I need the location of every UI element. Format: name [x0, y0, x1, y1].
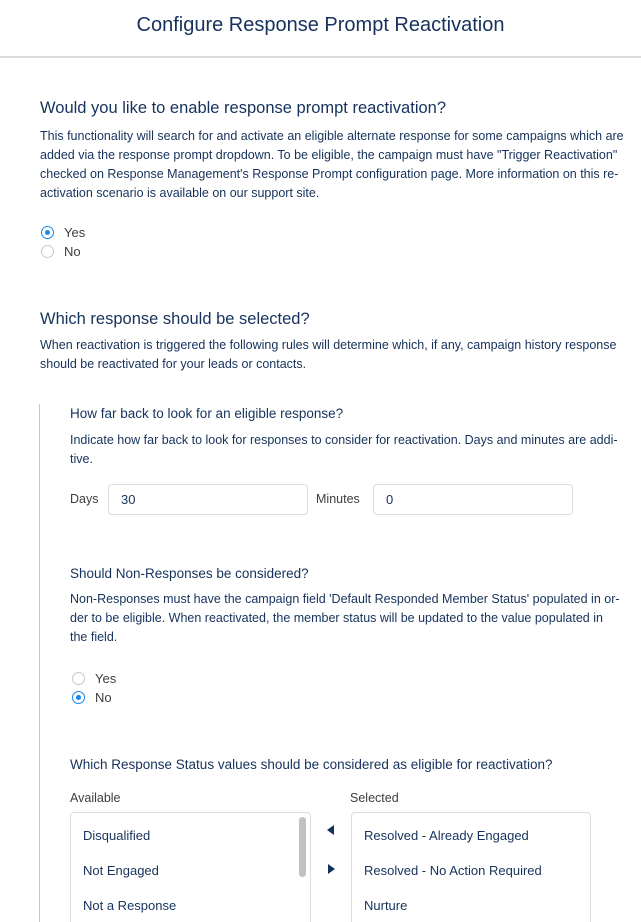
description-line: should be reactivated for your leads or contacts. — [40, 357, 307, 371]
lookback-heading: How far back to look for an eligible response? — [70, 406, 344, 421]
description-line: Non-Responses must have the campaign field 'Default Responded Member Status' populated in or- — [70, 592, 620, 606]
description-line: activation scenario is available on our support site. — [40, 186, 320, 200]
enable-description — [40, 127, 630, 203]
lookback-description — [70, 431, 625, 469]
status-values-heading: Which Response Status values should be considered as eligible for reactivation? — [70, 757, 553, 772]
enable-yes-label: Yes — [64, 224, 86, 240]
status-values-section — [70, 756, 625, 774]
page-title: Configure Response Prompt Reactivation — [136, 14, 505, 36]
move-right-icon[interactable] — [324, 862, 338, 876]
description-line: the field. — [70, 630, 118, 644]
non-responses-yes-option[interactable] — [72, 669, 116, 687]
description-line: checked on Response Management's Response Prompt configuration page. More information on this re- — [40, 167, 619, 181]
enable-heading: Would you like to enable response prompt reactivation? — [40, 99, 447, 117]
description-line: When reactivation is triggered the following rules will determine which, if any, campaign history response — [40, 338, 617, 352]
non-responses-yes-radio[interactable] — [72, 672, 85, 685]
available-option[interactable]: Not Engaged — [83, 863, 159, 878]
selection-heading: Which response should be selected? — [40, 310, 310, 328]
available-scrollbar[interactable] — [298, 815, 308, 922]
enable-section — [40, 98, 630, 118]
enable-no-radio[interactable] — [41, 245, 54, 258]
days-label: Days — [70, 492, 99, 506]
description-line: Indicate how far back to look for responses to consider for reactivation. Days and minutes are addi- — [70, 433, 618, 447]
non-responses-description — [70, 590, 625, 647]
non-responses-no-option[interactable] — [72, 688, 112, 706]
description-line: tive. — [70, 452, 93, 466]
selection-description — [40, 336, 630, 374]
selection-section — [40, 309, 630, 329]
non-responses-no-label: No — [95, 689, 112, 705]
non-responses-heading: Should Non-Responses be considered? — [70, 566, 309, 581]
minutes-label: Minutes — [316, 492, 360, 506]
enable-yes-option[interactable] — [41, 223, 85, 241]
days-input[interactable] — [108, 484, 308, 515]
available-label: Available — [70, 791, 121, 805]
modal-header — [0, 0, 641, 58]
selected-label: Selected — [350, 791, 399, 805]
selected-option[interactable]: Resolved - Already Engaged — [364, 828, 529, 843]
available-option[interactable]: Not a Response — [83, 898, 177, 913]
available-option[interactable]: Disqualified — [83, 828, 151, 843]
indent-rail — [39, 404, 40, 922]
description-line: added via the response prompt dropdown. To be eligible, the campaign must have "Trigger Reactivation" — [40, 148, 618, 162]
non-responses-section — [70, 565, 625, 583]
selected-listbox[interactable] — [351, 812, 591, 922]
selected-option[interactable]: Resolved - No Action Required — [364, 863, 542, 878]
move-left-icon[interactable] — [324, 823, 338, 837]
enable-no-label: No — [64, 243, 81, 259]
non-responses-no-radio[interactable] — [72, 691, 85, 704]
enable-yes-radio[interactable] — [41, 226, 54, 239]
lookback-section — [70, 405, 625, 423]
selected-option[interactable]: Nurture — [364, 898, 408, 913]
description-line: This functionality will search for and activate an eligible alternate response for some campaigns which are — [40, 129, 624, 143]
scrollbar-thumb[interactable] — [299, 817, 306, 877]
enable-no-option[interactable] — [41, 242, 81, 260]
minutes-input[interactable] — [373, 484, 573, 515]
available-listbox[interactable] — [70, 812, 311, 922]
description-line: der to be eligible. When reactivated, the member status will be updated to the value populated in — [70, 611, 603, 625]
non-responses-yes-label: Yes — [95, 670, 117, 686]
